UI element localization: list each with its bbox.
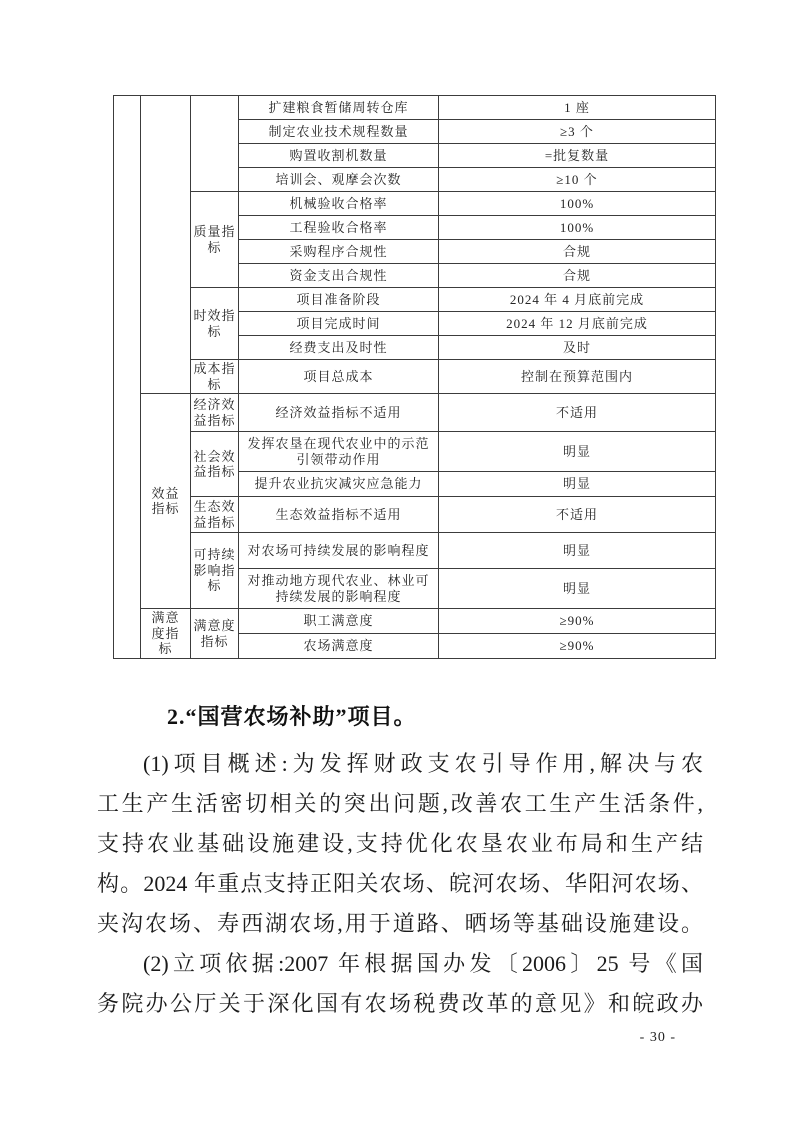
indicator-value-cell: 不适用: [439, 394, 716, 432]
paragraph-1: [97, 744, 703, 944]
indicator-name-cell: 经费支出及时性: [239, 336, 439, 360]
indicator-value-cell: 2024 年 4 月底前完成: [439, 288, 716, 312]
group-cell: [191, 96, 239, 192]
indicator-value-cell: 明显: [439, 432, 716, 472]
indicator-name-cell: 项目完成时间: [239, 312, 439, 336]
group-cell: 时效指标: [191, 288, 239, 360]
indicator-name-cell: 扩建粮食暂储周转仓库: [239, 96, 439, 120]
indicator-name-cell: 项目准备阶段: [239, 288, 439, 312]
group-cell: 质量指标: [191, 192, 239, 288]
group-cell: 满意度指标: [191, 609, 239, 659]
page-number: - 30 -: [639, 1030, 676, 1045]
indicator-name-cell: 工程验收合格率: [239, 216, 439, 240]
group-cell: 可持续影响指标: [191, 533, 239, 609]
indicator-name-cell: 制定农业技术规程数量: [239, 120, 439, 144]
indicator-value-cell: 明显: [439, 569, 716, 609]
indicator-name-cell: 项目总成本: [239, 360, 439, 394]
indicator-value-cell: 合规: [439, 240, 716, 264]
indicator-name-cell: 对推动地方现代农业、林业可持续发展的影响程度: [239, 569, 439, 609]
indicator-name-cell: 提升农业抗灾减灾应急能力: [239, 472, 439, 497]
indicator-value-cell: 100%: [439, 216, 716, 240]
group-cell: 经济效益指标: [191, 394, 239, 432]
indicator-value-cell: 明显: [439, 472, 716, 497]
indicator-value-cell: 合规: [439, 264, 716, 288]
indicator-name-cell: 对农场可持续发展的影响程度: [239, 533, 439, 569]
table-row: [114, 609, 716, 634]
body-text-block: [97, 700, 703, 1024]
indicator-name-cell: 资金支出合规性: [239, 264, 439, 288]
group-cell: 满意度指标: [141, 609, 191, 659]
section-heading: 2.“国营农场补助”项目。: [167, 704, 417, 729]
table-row: [114, 360, 716, 394]
indicator-name-cell: 发挥农垦在现代农业中的示范引领带动作用: [239, 432, 439, 472]
table-row: [114, 288, 716, 312]
indicator-value-cell: ≥10 个: [439, 168, 716, 192]
indicator-value-cell: 1 座: [439, 96, 716, 120]
level1-group-cell: [114, 96, 141, 659]
table-row: [114, 497, 716, 533]
group-cell: [141, 96, 191, 394]
group-cell: 效益指标: [141, 394, 191, 609]
performance-indicator-table: [113, 95, 716, 659]
paragraph-line: 夹沟农场、寿西湖农场,用于道路、晒场等基础设施建设。: [97, 911, 703, 936]
indicator-value-cell: ≥90%: [439, 609, 716, 634]
group-cell: 社会效益指标: [191, 432, 239, 497]
indicator-value-cell: 控制在预算范围内: [439, 360, 716, 394]
indicator-name-cell: 生态效益指标不适用: [239, 497, 439, 533]
indicator-value-cell: 2024 年 12 月底前完成: [439, 312, 716, 336]
indicator-value-cell: ≥90%: [439, 634, 716, 659]
indicator-name-cell: 购置收割机数量: [239, 144, 439, 168]
indicator-value-cell: 明显: [439, 533, 716, 569]
indicator-name-cell: 经济效益指标不适用: [239, 394, 439, 432]
indicator-name-cell: 采购程序合规性: [239, 240, 439, 264]
paragraph-line: 支持农业基础设施建设,支持优化农垦农业布局和生产结: [97, 831, 703, 856]
indicator-value-cell: ≥3 个: [439, 120, 716, 144]
paragraph-line: 工生产生活密切相关的突出问题,改善农工生产生活条件,: [97, 791, 703, 816]
table-row: [114, 394, 716, 432]
table-row: [114, 192, 716, 216]
indicator-value-cell: 不适用: [439, 497, 716, 533]
indicator-name-cell: 农场满意度: [239, 634, 439, 659]
indicator-value-cell: 及时: [439, 336, 716, 360]
paragraph-line: 构。2024 年重点支持正阳关农场、皖河农场、华阳河农场、: [97, 871, 703, 896]
indicator-name-cell: 职工满意度: [239, 609, 439, 634]
table-row: [114, 533, 716, 569]
table-row: [114, 96, 716, 120]
indicator-value-cell: 100%: [439, 192, 716, 216]
paragraph-line: (2)立项依据:2007 年根据国办发〔2006〕25 号《国: [143, 951, 703, 976]
indicator-value-cell: =批复数量: [439, 144, 716, 168]
indicator-name-cell: 培训会、观摩会次数: [239, 168, 439, 192]
paragraph-2: [97, 944, 703, 1024]
group-cell: 生态效益指标: [191, 497, 239, 533]
paragraph-line: 务院办公厅关于深化国有农场税费改革的意见》和皖政办: [97, 991, 703, 1016]
paragraph-line: (1)项目概述:为发挥财政支农引导作用,解决与农: [143, 751, 703, 776]
group-cell: 成本指标: [191, 360, 239, 394]
indicator-name-cell: 机械验收合格率: [239, 192, 439, 216]
table-row: [114, 432, 716, 472]
